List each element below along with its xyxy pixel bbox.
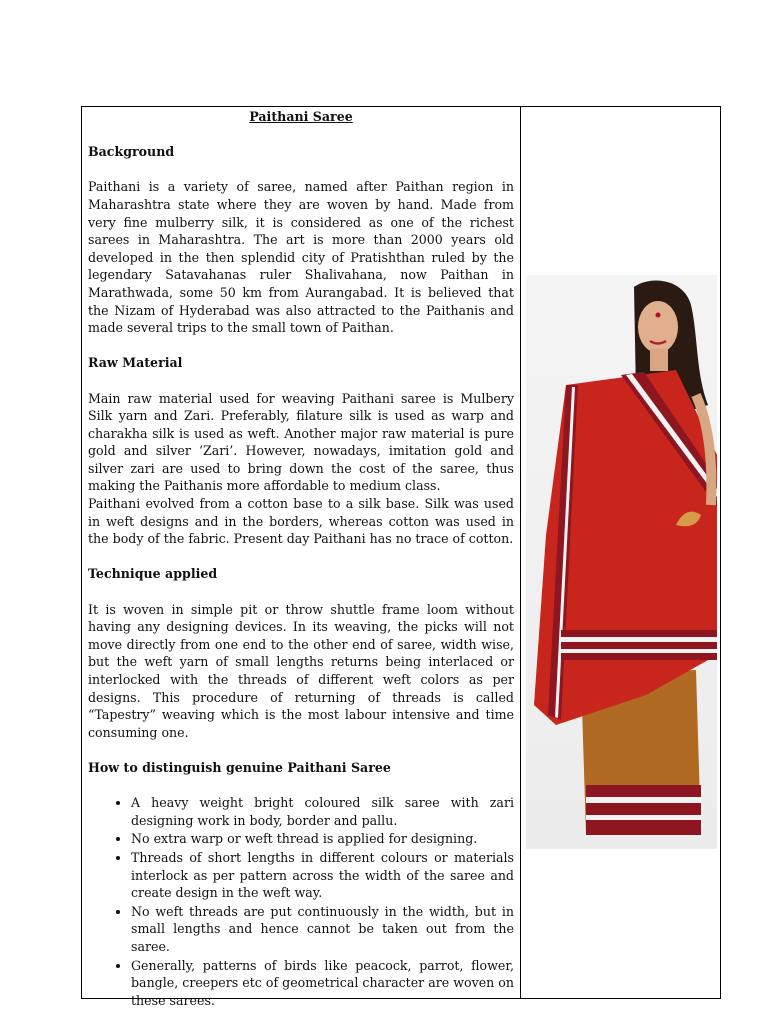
paragraph-background: Paithani is a variety of saree, named after Paithan region in Maharashtra state where they are woven by hand. Made from very fine mulberry silk, it is considered as one of the richest sarees in Maharashtra. The art is more than 2000 years old developed in the then splendid city of Pratishthan ruled by the legendary Satavahanas ruler Shalivahana, now Paithan in Marathwada, some 50 km from Aurangabad. It is believed that the Nizam of Hyderabad was also attracted to the Paithanis and made several trips to the small town of Paithan. <box>88 179 514 336</box>
list-item: • No extra warp or weft thread is applied for designing. <box>131 830 514 848</box>
drape-band <box>561 630 717 660</box>
page-title: Paithani Saree <box>249 109 353 124</box>
saree-illustration <box>526 275 717 849</box>
skirt-border-stripe <box>586 815 701 820</box>
face-shape <box>638 301 678 353</box>
list-item: • Threads of short lengths in different colours or materials interlock as per pattern across the width of the saree and create design in the weft way. <box>131 849 514 902</box>
distinguish-list <box>88 794 514 1009</box>
paragraph-raw-material-1: Main raw material used for weaving Paithani saree is Mulbery Silk yarn and Zari. Preferably, filature silk is used as warp and charakha silk is used as weft. Another major raw material is pure gold and silver ‘Zari’. However, nowadays, imitation gold and silver zari are used to bring down the cost of the saree, thus making the Paithanis more affordable to medium class. <box>88 390 514 494</box>
list-item: • A heavy weight bright coloured silk saree with zari designing work in body, border and pallu. <box>131 794 514 829</box>
heading-technique: Technique applied <box>88 566 218 582</box>
heading-background: Background <box>88 144 175 160</box>
skirt-border-stripe <box>586 797 701 803</box>
paragraph-technique: It is woven in simple pit or throw shuttle frame loom without having any designing devices. In its weaving, the picks will not move directly from one end to the other end of saree, width wise, but the weft yarn of small lengths returns being interlaced or interlocked with the threads of different weft colors as per designs. This procedure of returning of threads is called “Tapestry” weaving which is the most labour intensive and time consuming one. <box>88 601 514 740</box>
bindi-shape <box>656 313 661 318</box>
heading-raw-material: Raw Material <box>88 355 183 371</box>
list-item: • No weft threads are put continuously in the width, but in small lengths and hence cannot be taken out from the saree. <box>131 903 514 956</box>
paragraph-raw-material-2: Paithani evolved from a cotton base to a silk base. Silk was used in weft designs and in the borders, whereas cotton was used in the body of the fabric. Present day Paithani has no trace of cotton. <box>88 496 514 547</box>
list-item: • Generally, patterns of birds like peacock, parrot, flower, bangle, creepers etc of geometrical character are woven on these sarees. <box>131 957 514 1010</box>
saree-model-photo <box>526 275 717 849</box>
column-divider <box>520 106 521 999</box>
neck-shape <box>650 349 668 371</box>
skirt-border <box>586 785 701 835</box>
drape-band-stripe <box>561 637 717 642</box>
heading-distinguish: How to distinguish genuine Paithani Saree <box>88 759 391 775</box>
drape-band-stripe <box>561 649 717 653</box>
text-column <box>88 108 514 1010</box>
